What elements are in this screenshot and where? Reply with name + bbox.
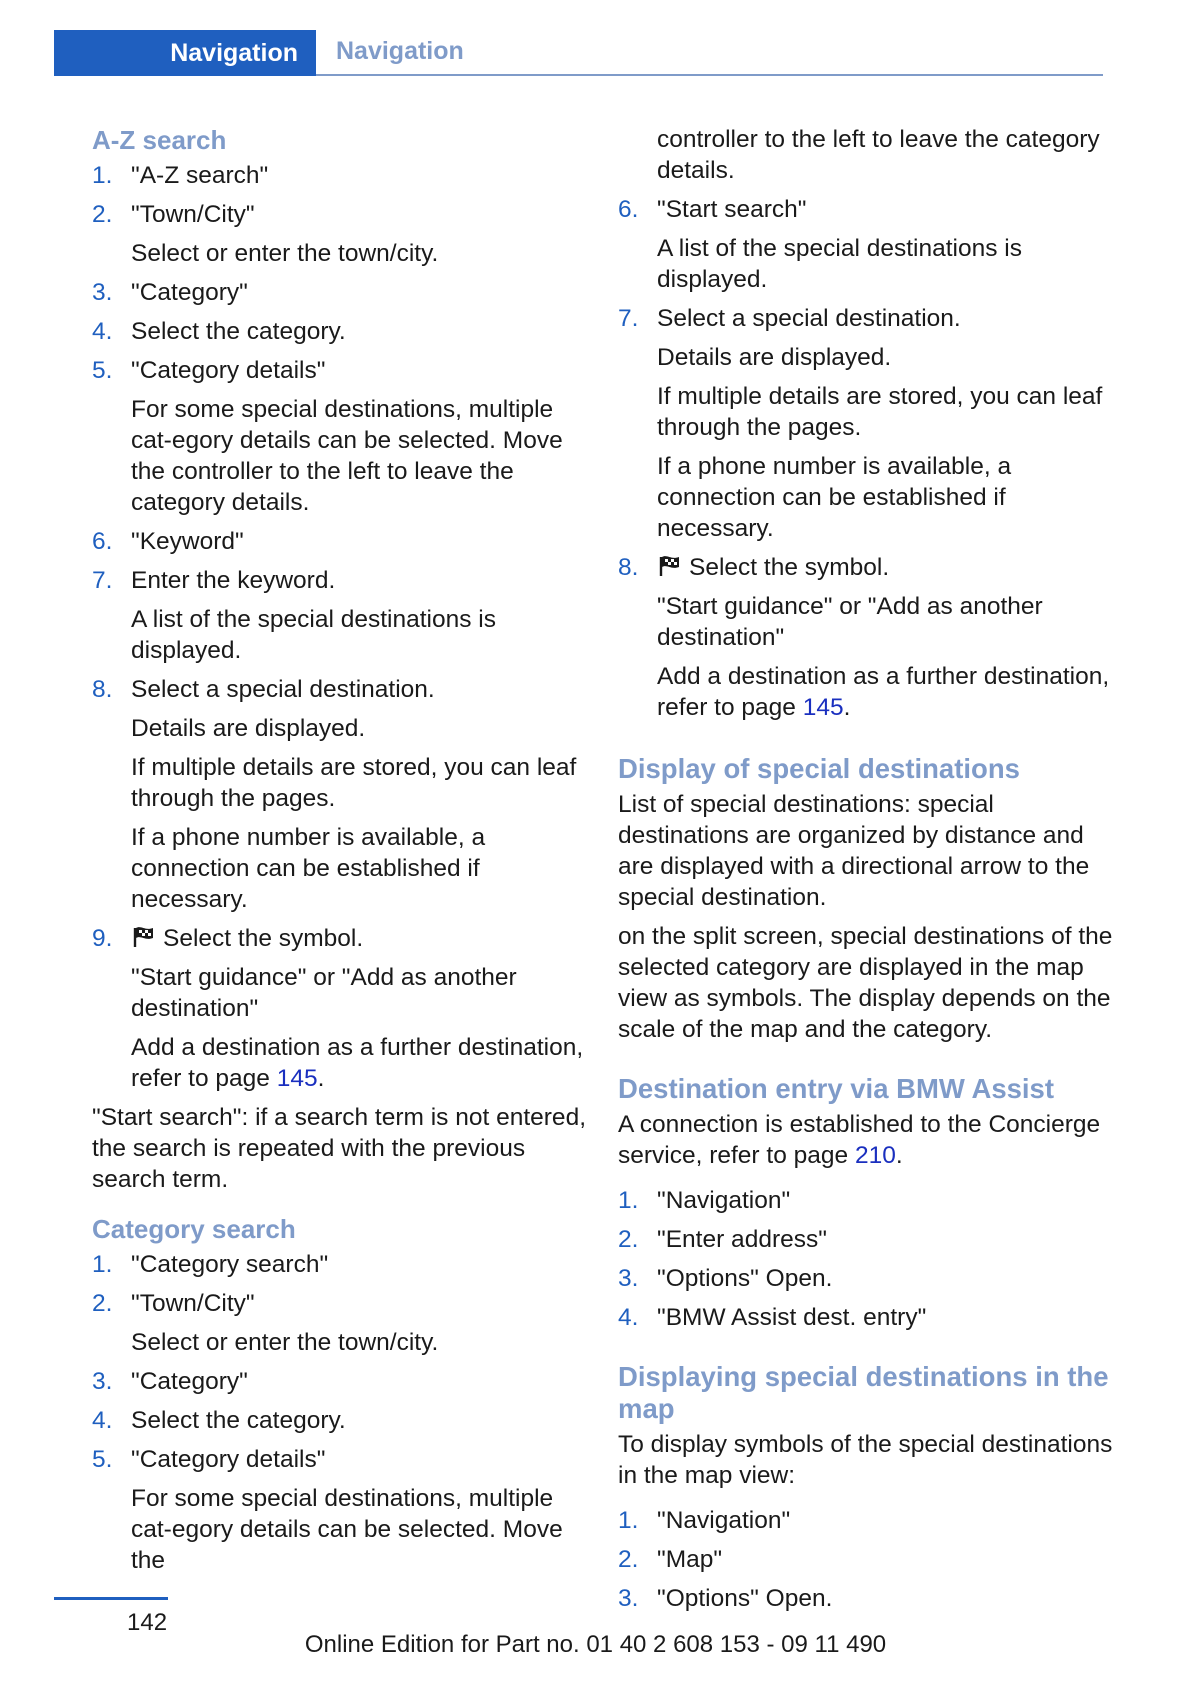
category-search-section bbox=[92, 1213, 592, 1576]
step-text: "Category" bbox=[131, 1368, 248, 1395]
list-item bbox=[92, 199, 592, 269]
page-link-210[interactable]: 210 bbox=[854, 1142, 896, 1169]
step-number: 8. bbox=[618, 554, 639, 581]
step-text-line bbox=[657, 1185, 1118, 1216]
step-detail-text: Add a destination as a further destination, refer to page bbox=[131, 1034, 584, 1092]
step-text: Select the symbol. bbox=[689, 554, 890, 581]
step-text-line bbox=[131, 526, 592, 557]
step-text-line bbox=[657, 194, 1118, 225]
step-detail-with-link bbox=[657, 661, 1118, 723]
step-detail: For some special destinations, multiple cat-egory details can be selected. Move the controller to the left to leave the category details. bbox=[131, 396, 563, 516]
map-section bbox=[618, 1361, 1118, 1614]
continued-text: controller to the left to leave the category details. bbox=[657, 126, 1100, 184]
step-text: "Category details" bbox=[131, 1446, 326, 1473]
bmw-assist-section bbox=[618, 1073, 1118, 1333]
step-number: 4. bbox=[618, 1304, 639, 1331]
step-text: "Map" bbox=[657, 1546, 723, 1573]
step-text: "A-Z search" bbox=[131, 162, 269, 189]
bmw-assist-text: A connection is established to the Concierge service, refer to page bbox=[618, 1111, 1101, 1169]
step-text-line bbox=[131, 1366, 592, 1397]
destination-flag-icon bbox=[657, 554, 683, 578]
step-text-line bbox=[657, 1583, 1118, 1614]
step-text: Select the category. bbox=[131, 1407, 346, 1434]
list-item bbox=[618, 552, 1118, 723]
category-search-steps bbox=[92, 1249, 592, 1576]
list-item bbox=[92, 526, 592, 557]
step-detail: If multiple details are stored, you can leaf through the pages. bbox=[131, 754, 577, 812]
step-text-line bbox=[131, 355, 592, 386]
step-text: "Town/City" bbox=[131, 1290, 255, 1317]
step-text: "Keyword" bbox=[131, 528, 244, 555]
list-item bbox=[92, 316, 592, 347]
step-number: 1. bbox=[618, 1187, 639, 1214]
step-text-line bbox=[131, 923, 592, 954]
list-item bbox=[618, 1544, 1118, 1575]
step-text: Select a special destination. bbox=[657, 305, 961, 332]
list-item bbox=[618, 1185, 1118, 1216]
step-detail: Details are displayed. bbox=[657, 344, 892, 371]
list-item bbox=[92, 1249, 592, 1280]
list-item bbox=[92, 1366, 592, 1397]
left-column bbox=[92, 124, 592, 1594]
footer-rule bbox=[54, 1597, 168, 1600]
list-item bbox=[618, 1224, 1118, 1255]
list-item bbox=[618, 194, 1118, 295]
list-item bbox=[92, 565, 592, 666]
step-number: 4. bbox=[92, 1407, 113, 1434]
step-number: 3. bbox=[92, 1368, 113, 1395]
list-item bbox=[92, 277, 592, 308]
bmw-assist-paragraph bbox=[618, 1109, 1118, 1171]
map-paragraph: To display symbols of the special destinations in the map view: bbox=[618, 1431, 1113, 1489]
display-section bbox=[618, 753, 1118, 1045]
step-text-line bbox=[657, 1224, 1118, 1255]
map-heading: Displaying special destinations in the map bbox=[618, 1361, 1109, 1424]
header-title: Navigation bbox=[336, 37, 464, 65]
step-number: 3. bbox=[618, 1585, 639, 1612]
list-item bbox=[618, 1263, 1118, 1294]
step-text-line bbox=[131, 160, 592, 191]
step-text-line bbox=[657, 1544, 1118, 1575]
step-text-line bbox=[657, 303, 1118, 334]
step-text-line bbox=[131, 277, 592, 308]
category-search-heading: Category search bbox=[92, 1214, 296, 1244]
step-text: "Navigation" bbox=[657, 1187, 791, 1214]
page-link-145[interactable]: 145 bbox=[802, 694, 844, 721]
step-text: Select a special destination. bbox=[131, 676, 435, 703]
header-tab: Navigation bbox=[54, 30, 316, 76]
step-text-line bbox=[657, 1263, 1118, 1294]
az-search-steps bbox=[92, 160, 592, 1094]
step-detail: Details are displayed. bbox=[131, 715, 366, 742]
list-item bbox=[92, 1288, 592, 1358]
step-detail: "Start guidance" or "Add as another destination" bbox=[131, 964, 517, 1022]
footer-edition: Online Edition for Part no. 01 40 2 608 153 - 09 11 490 bbox=[304, 1631, 887, 1658]
step-number: 6. bbox=[92, 528, 113, 555]
az-search-heading: A-Z search bbox=[92, 125, 227, 155]
bmw-assist-text-end: . bbox=[895, 1142, 903, 1169]
step-text: "Options" Open. bbox=[657, 1265, 833, 1292]
list-item bbox=[92, 160, 592, 191]
step-detail: A list of the special destinations is displayed. bbox=[131, 606, 496, 664]
step-number: 8. bbox=[92, 676, 113, 703]
category-search-steps-continued bbox=[618, 194, 1118, 723]
step-text-line bbox=[131, 1444, 592, 1475]
step-number: 4. bbox=[92, 318, 113, 345]
step-number: 1. bbox=[618, 1507, 639, 1534]
step-number: 6. bbox=[618, 196, 639, 223]
step-text-line bbox=[131, 1405, 592, 1436]
bmw-assist-heading: Destination entry via BMW Assist bbox=[618, 1073, 1055, 1104]
step-number: 3. bbox=[92, 279, 113, 306]
page-link-145[interactable]: 145 bbox=[276, 1065, 318, 1092]
step-number: 7. bbox=[92, 567, 113, 594]
step-text: "Category details" bbox=[131, 357, 326, 384]
step-text-line bbox=[657, 552, 1118, 583]
step-detail: For some special destinations, multiple cat-egory details can be selected. Move the bbox=[131, 1485, 563, 1574]
list-item bbox=[618, 1505, 1118, 1536]
step-detail: Select or enter the town/city. bbox=[131, 1329, 439, 1356]
step-number: 2. bbox=[618, 1546, 639, 1573]
step-text: "Start search" bbox=[657, 196, 807, 223]
list-item bbox=[618, 1302, 1118, 1333]
step-number: 3. bbox=[618, 1265, 639, 1292]
step-number: 5. bbox=[92, 357, 113, 384]
bmw-assist-steps bbox=[618, 1185, 1118, 1333]
page-number: 142 bbox=[127, 1609, 168, 1636]
step-text-line bbox=[131, 1288, 592, 1319]
step-text-line bbox=[131, 674, 592, 705]
step-detail: Select or enter the town/city. bbox=[131, 240, 439, 267]
step-text: "Navigation" bbox=[657, 1507, 791, 1534]
list-item bbox=[92, 1444, 592, 1576]
step-text-line bbox=[131, 199, 592, 230]
list-item bbox=[618, 303, 1118, 544]
step-text: "Enter address" bbox=[657, 1226, 827, 1253]
destination-flag-icon bbox=[131, 925, 157, 949]
step-number: 1. bbox=[92, 1251, 113, 1278]
az-search-note: "Start search": if a search term is not entered, the search is repeated with the previous search term. bbox=[92, 1104, 586, 1193]
step-text: "Town/City" bbox=[131, 201, 255, 228]
step-number: 7. bbox=[618, 305, 639, 332]
step-detail-text: Add a destination as a further destination, refer to page bbox=[657, 663, 1110, 721]
step-number: 2. bbox=[92, 201, 113, 228]
step-text-line bbox=[657, 1302, 1118, 1333]
step-number: 2. bbox=[92, 1290, 113, 1317]
step-text: "BMW Assist dest. entry" bbox=[657, 1304, 927, 1331]
step-text-line bbox=[131, 1249, 592, 1280]
step-text-line bbox=[131, 565, 592, 596]
step-detail: If a phone number is available, a connection can be established if necessary. bbox=[131, 824, 486, 913]
step-number: 1. bbox=[92, 162, 113, 189]
step-number: 9. bbox=[92, 925, 113, 952]
step-detail: If multiple details are stored, you can leaf through the pages. bbox=[657, 383, 1103, 441]
step-detail: "Start guidance" or "Add as another destination" bbox=[657, 593, 1043, 651]
display-paragraph-2: on the split screen, special destinations of the selected category are displayed in the map view as symbols. The display depends on the scale of the map and the category. bbox=[618, 923, 1113, 1043]
step-text-line bbox=[657, 1505, 1118, 1536]
step-detail-text-end: . bbox=[317, 1065, 325, 1092]
step-text: "Category search" bbox=[131, 1251, 329, 1278]
step-detail: If a phone number is available, a connection can be established if necessary. bbox=[657, 453, 1012, 542]
az-search-section bbox=[92, 124, 592, 1195]
step-text: Enter the keyword. bbox=[131, 567, 336, 594]
step-number: 2. bbox=[618, 1226, 639, 1253]
display-paragraph-1: List of special destinations: special destinations are organized by distance and are displayed with a directional arrow to the special destination. bbox=[618, 791, 1090, 911]
step-text: Select the category. bbox=[131, 318, 346, 345]
step-text: Select the symbol. bbox=[163, 925, 364, 952]
step-text: "Category" bbox=[131, 279, 248, 306]
list-item bbox=[618, 1583, 1118, 1614]
list-item bbox=[92, 674, 592, 915]
step-text: "Options" Open. bbox=[657, 1585, 833, 1612]
list-item bbox=[92, 355, 592, 518]
list-item bbox=[92, 923, 592, 1094]
header-rule bbox=[316, 74, 1103, 76]
right-column bbox=[618, 124, 1118, 1632]
step-text-line bbox=[131, 316, 592, 347]
list-item bbox=[92, 1405, 592, 1436]
step-detail: A list of the special destinations is displayed. bbox=[657, 235, 1022, 293]
step-detail-text-end: . bbox=[843, 694, 851, 721]
step-detail-with-link bbox=[131, 1032, 592, 1094]
display-heading: Display of special destinations bbox=[618, 753, 1020, 784]
map-steps bbox=[618, 1505, 1118, 1614]
step-number: 5. bbox=[92, 1446, 113, 1473]
